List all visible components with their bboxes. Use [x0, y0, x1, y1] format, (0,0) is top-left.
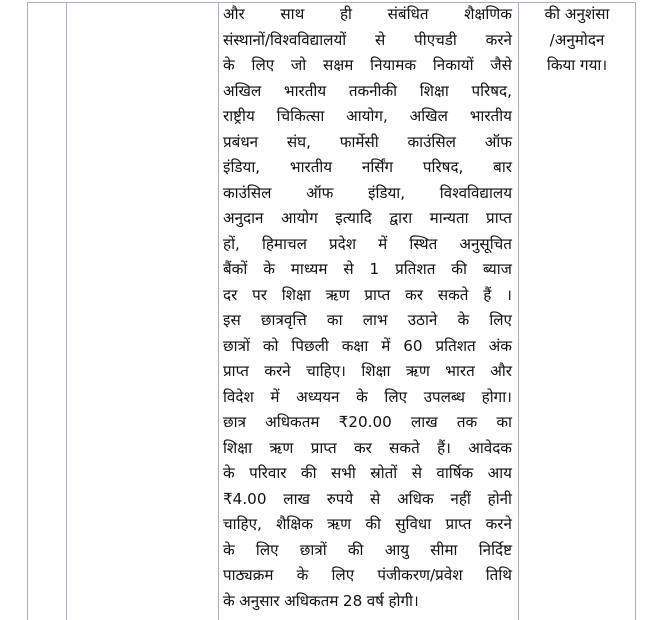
- text-word: रुपये: [326, 489, 354, 508]
- text-word: से: [343, 260, 354, 278]
- text-word: तक: [456, 413, 478, 431]
- text-line: [223, 185, 512, 211]
- text-word: अधिकतम: [284, 591, 339, 610]
- text-word: सक्षम: [323, 56, 354, 74]
- text-line: [223, 414, 512, 440]
- text-word: सीमा: [430, 540, 458, 559]
- text-word: सभी: [330, 464, 356, 482]
- text-word: ऋण: [269, 438, 294, 457]
- text-word: नियामक: [370, 56, 416, 74]
- text-word: ₹4.00: [223, 489, 267, 508]
- text-word: परिवार: [249, 464, 287, 482]
- text-line: [223, 32, 512, 58]
- text-word: छात्रों: [223, 336, 250, 355]
- text-word: के: [223, 540, 235, 559]
- text-word: के: [223, 464, 235, 482]
- text-word: इस: [223, 311, 241, 329]
- text-line: [223, 542, 512, 568]
- text-word: हों,: [223, 234, 240, 253]
- text-word: पीएचडी: [414, 30, 457, 49]
- text-word: आयोग,: [346, 107, 388, 125]
- text-word: काउंसिल: [407, 132, 456, 151]
- text-word: बार: [493, 158, 512, 176]
- text-line: [223, 312, 512, 338]
- text-word: लाख: [410, 413, 438, 431]
- text-word: चिकित्सा: [276, 107, 325, 125]
- text-line: [223, 210, 512, 236]
- text-word: ₹20.00: [338, 413, 392, 431]
- text-line: [223, 389, 512, 415]
- text-word: बैंकों: [223, 260, 248, 278]
- text-word: में: [381, 336, 391, 355]
- text-word: मान्यता: [429, 209, 469, 227]
- text-word: 60: [403, 336, 423, 355]
- text-word: काउंसिल: [223, 183, 272, 202]
- text-word: से: [375, 30, 386, 49]
- text-word: फार्मेसी: [339, 132, 379, 151]
- text-word: ऑफ: [484, 132, 512, 151]
- text-word: विदेश: [223, 387, 254, 406]
- text-word: प्रतिशत: [395, 260, 436, 278]
- remark-line: की अनुशंसा: [544, 5, 610, 23]
- text-word: में: [270, 387, 280, 406]
- text-word: होगा।: [481, 387, 512, 406]
- text-word: उठाने: [407, 311, 438, 329]
- text-word: सुविधा: [395, 515, 432, 533]
- text-word: के: [457, 311, 470, 329]
- text-word: जैसे: [490, 56, 512, 74]
- text-word: परिषद,: [422, 158, 464, 176]
- text-word: होनी: [487, 489, 512, 508]
- text-line: [223, 261, 512, 287]
- text-word: की: [451, 260, 467, 278]
- text-word: संबंधित: [387, 5, 429, 23]
- text-word: भारतीय: [283, 81, 327, 100]
- text-word: लाख: [283, 489, 310, 508]
- text-word: वार्षिक: [436, 464, 474, 482]
- text-word: अध्ययन: [296, 387, 340, 406]
- text-word: स्थित: [409, 234, 438, 253]
- text-word: तिथि: [485, 566, 512, 584]
- text-word: ऋण: [405, 362, 430, 380]
- text-word: छात्रों: [299, 540, 327, 559]
- text-word: नहीं: [450, 489, 471, 508]
- text-word: कर: [405, 285, 424, 304]
- text-word: शिक्षा: [419, 81, 449, 100]
- text-word: भारतीय: [289, 158, 333, 176]
- text-word: में: [378, 234, 388, 253]
- text-word: से: [411, 464, 422, 482]
- text-word: शिक्षा: [223, 438, 253, 457]
- text-line: [223, 83, 512, 109]
- text-line: [223, 159, 512, 185]
- text-word: सकते: [389, 438, 420, 457]
- text-line: [223, 465, 512, 491]
- text-word: परिषद,: [471, 81, 512, 100]
- text-word: अखिल: [409, 107, 448, 125]
- text-line: [223, 108, 512, 134]
- text-word: और: [490, 362, 512, 380]
- text-word: ऑफ: [306, 183, 334, 202]
- text-line: [223, 57, 512, 83]
- column-divider-2: [218, 2, 219, 620]
- text-word: का: [496, 413, 512, 431]
- text-line: [223, 440, 512, 466]
- text-word: लिए: [489, 311, 512, 329]
- text-word: अधिकतम: [265, 413, 320, 431]
- text-word: शिक्षा: [281, 285, 311, 304]
- text-word: को: [262, 336, 279, 355]
- text-word: उपलब्ध: [423, 387, 466, 406]
- text-word: संघ,: [286, 132, 311, 151]
- text-word: करने: [264, 362, 291, 380]
- text-word: प्रबंधन: [223, 132, 259, 151]
- text-word: के: [356, 387, 368, 406]
- text-line: [223, 516, 512, 542]
- text-word: विश्वविद्यालय: [439, 183, 512, 202]
- text-line: [223, 236, 512, 262]
- text-word: वर्ष: [366, 591, 384, 610]
- remark-line: किया गया।: [546, 56, 608, 74]
- text-line: [223, 567, 512, 593]
- table-top-border: [27, 2, 635, 3]
- text-word: शैक्षणिक: [464, 5, 512, 23]
- text-word: संस्थानों/विश्वविद्यालयों: [223, 30, 347, 49]
- text-line: [223, 338, 512, 364]
- text-word: पंजीकरण/प्रवेश: [377, 566, 463, 584]
- text-word: ।: [506, 285, 512, 304]
- text-word: प्राप्त: [445, 515, 472, 533]
- text-word: चाहिए,: [223, 515, 262, 533]
- text-word: भारत: [445, 362, 475, 380]
- text-word: छात्र: [223, 413, 246, 431]
- text-word: पाठ्यक्रम: [223, 566, 274, 584]
- text-word: का: [326, 311, 343, 329]
- text-word: कर: [353, 438, 372, 457]
- text-word: अनुसूचित: [459, 234, 512, 253]
- text-word: हैं: [483, 285, 492, 304]
- text-word: इंडिया,: [367, 183, 406, 202]
- text-line: [223, 363, 512, 389]
- text-word: भारतीय: [469, 107, 512, 125]
- text-word: शिक्षा: [361, 362, 391, 380]
- text-word: ही: [339, 5, 352, 23]
- text-word: लाभ: [362, 311, 388, 329]
- text-line: [223, 134, 512, 160]
- text-word: की: [365, 515, 381, 533]
- text-word: 1: [369, 260, 380, 278]
- text-word: आयोग: [280, 209, 318, 227]
- text-word: करने: [485, 30, 512, 49]
- text-line: [223, 287, 512, 313]
- text-word: अनुदान: [223, 209, 264, 227]
- text-word: दर: [223, 285, 238, 304]
- text-word: 28: [342, 591, 363, 610]
- text-word: लिए: [251, 56, 275, 74]
- text-word: लिए: [331, 566, 355, 584]
- text-word: के: [263, 260, 275, 278]
- text-word: ऋण: [325, 285, 350, 304]
- text-word: और: [223, 5, 245, 23]
- text-word: द्वारा: [389, 209, 413, 227]
- text-word: शैक्षिक: [276, 515, 313, 533]
- text-word: चाहिए।: [306, 362, 346, 380]
- text-word: अधिक: [397, 489, 434, 508]
- text-word: प्राप्त: [310, 438, 337, 457]
- text-word: से: [370, 489, 381, 508]
- text-word: निर्दिष्ट: [478, 540, 512, 559]
- text-word: आय: [487, 464, 512, 482]
- text-word: पर: [252, 285, 267, 304]
- column-divider-3: [518, 2, 519, 620]
- text-word: राष्ट्रीय: [223, 107, 255, 125]
- table-right-border: [635, 2, 636, 620]
- text-word: प्राप्त: [364, 285, 391, 304]
- text-word: निकायों: [432, 56, 474, 74]
- text-line: [223, 491, 512, 517]
- text-word: तकनीकी: [348, 81, 398, 100]
- text-word: की: [300, 464, 317, 482]
- text-word: छात्रवृत्ति: [260, 311, 307, 329]
- text-word: इंडिया,: [223, 158, 261, 176]
- text-word: प्रदेश: [329, 234, 357, 253]
- text-word: होगी।: [388, 591, 419, 610]
- text-word: की: [347, 540, 364, 559]
- text-word: सकते: [437, 285, 469, 304]
- text-word: प्राप्त: [486, 209, 512, 227]
- text-word: कक्षा: [341, 336, 369, 355]
- remark-line: /अनुमोदन: [549, 30, 605, 49]
- text-word: प्रतिशत: [435, 336, 476, 355]
- text-word: के: [296, 566, 309, 584]
- text-word: साथ: [280, 5, 305, 23]
- text-word: स्रोतों: [370, 464, 398, 482]
- text-word: अंक: [488, 336, 512, 355]
- table-left-border: [27, 2, 28, 620]
- text-word: माध्यम: [290, 260, 328, 278]
- text-word: ऋण: [327, 515, 352, 533]
- text-word: के: [223, 591, 235, 610]
- text-word: करने: [485, 515, 512, 533]
- text-word: नर्सिंग: [361, 158, 394, 176]
- text-word: अनुसार: [239, 591, 280, 610]
- text-word: हैं।: [437, 438, 451, 457]
- text-word: अखिल: [223, 81, 262, 100]
- text-line: [223, 6, 512, 32]
- text-word: के: [223, 56, 235, 74]
- text-word: लिए: [255, 540, 279, 559]
- text-word: जो: [291, 56, 307, 74]
- remarks-cell: [524, 6, 630, 83]
- description-cell: [223, 6, 512, 618]
- text-word: आवेदक: [468, 438, 512, 457]
- column-divider-1: [66, 2, 67, 620]
- text-word: लिए: [384, 387, 408, 406]
- text-word: पिछली: [291, 336, 329, 355]
- text-word: प्राप्त: [223, 362, 249, 380]
- text-word: हिमाचल: [261, 234, 307, 253]
- text-word: ब्याज: [482, 260, 512, 278]
- text-word: आयु: [384, 540, 410, 559]
- text-line: [223, 593, 512, 619]
- text-word: इत्यादि: [335, 209, 372, 227]
